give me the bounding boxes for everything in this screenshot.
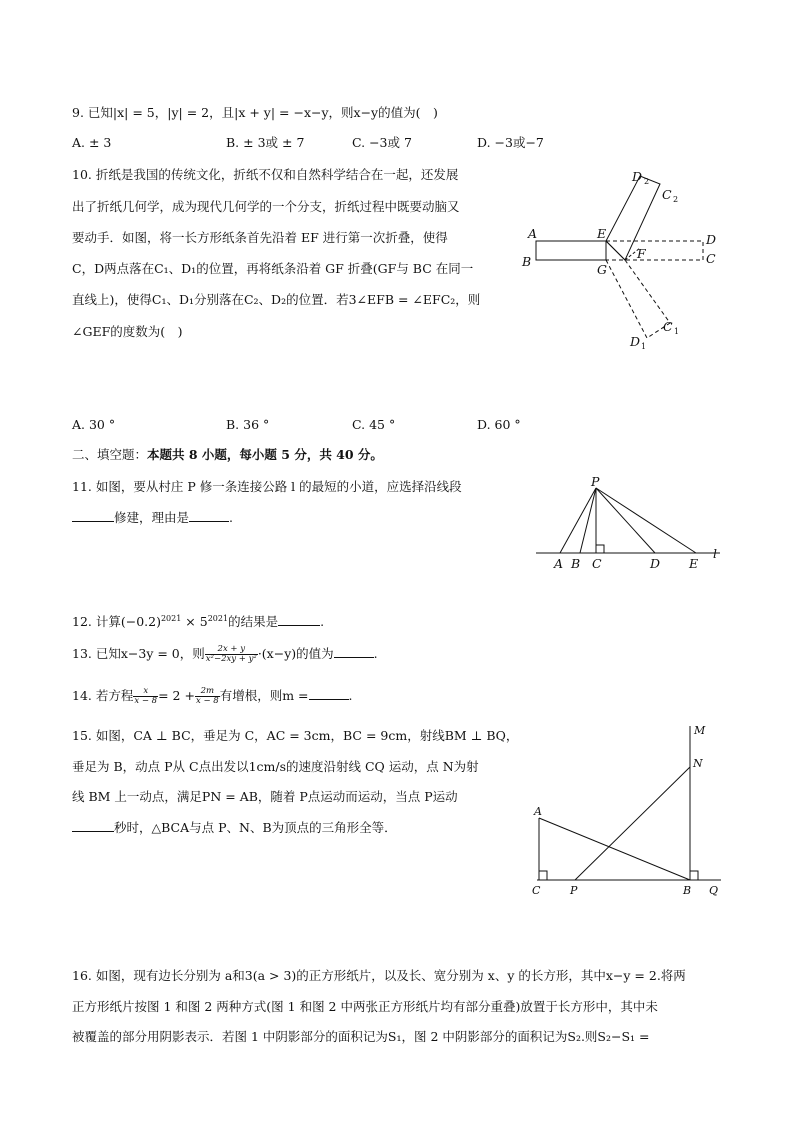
q15-line-3: 线 BM 上一动点，满足PN = AB，随着 P点运动而运动，当点 P运动 xyxy=(72,789,458,804)
q14-mid: = 2 + xyxy=(158,688,195,703)
q15-line-1: 15. 如图，CA ⊥ BC，垂足为 C，AC = 3cm，BC = 9cm，射线BM ⊥ BQ， xyxy=(72,728,519,743)
q12-suffix: 的结果是 xyxy=(228,614,279,630)
q9-option-c: C. −3或 7 xyxy=(352,135,412,150)
q11-label-l: l xyxy=(713,546,717,561)
q9-option-d: D. −3或−7 xyxy=(477,135,544,150)
q11-label-c: C xyxy=(592,556,602,571)
q10-fold-ef xyxy=(606,241,625,260)
q10-label-e: E xyxy=(597,226,607,241)
q13-line xyxy=(72,645,378,664)
q10-option-c: C. 45 ° xyxy=(352,417,396,432)
q10-strip-up xyxy=(606,176,660,260)
q11-label-p: P xyxy=(591,474,600,489)
q11-label-b: B xyxy=(571,556,581,571)
q10-strip-down xyxy=(606,260,670,338)
q10-label-a: A xyxy=(528,226,538,241)
q11-line-2 xyxy=(72,509,233,527)
q15-label-n: N xyxy=(693,757,703,770)
q16-line-2: 正方形纸片按图 1 和图 2 两种方式(图 1 和图 2 中两张正方形纸片均有部分重叠)放置于长方形中，其中未 xyxy=(72,999,658,1014)
q9-option-a: A. ± 3 xyxy=(72,135,112,150)
q11-blank-2[interactable] xyxy=(189,509,229,522)
q12-blank[interactable] xyxy=(278,613,320,626)
q10-line-3: 要动手．如图，将一长方形纸条首先沿着 EF 进行第一次折叠，使得 xyxy=(72,230,448,245)
q10-label-d2: D xyxy=(632,169,643,184)
q11-line-2-mid: 修建，理由是 xyxy=(114,510,190,525)
q15-label-b: B xyxy=(683,884,692,897)
q14-end: . xyxy=(348,688,353,703)
q15-right-angle-c xyxy=(539,871,547,880)
q13-denominator: x²−2xy + y² xyxy=(205,654,257,664)
q15-label-a: A xyxy=(534,805,542,818)
q10-folding-figure xyxy=(520,168,730,358)
q10-strip-left xyxy=(536,241,606,260)
q15-seg-ab xyxy=(539,818,690,880)
q12-mid: × 5 xyxy=(181,614,208,630)
section-heading-prefix: 二、填空题： xyxy=(72,447,148,462)
q12-end: . xyxy=(320,614,325,630)
q11-label-e: E xyxy=(689,556,699,571)
q15-label-p: P xyxy=(570,884,578,897)
q10-label-c1-sub: 1 xyxy=(674,327,680,336)
q16-line-1: 16. 如图，现有边长分别为 a和3(a > 3)的正方形纸片，以及长、宽分别为 x、y 的长方形，其中x−y = 2.将两 xyxy=(72,968,686,983)
q11-label-d: D xyxy=(650,556,661,571)
q10-label-f: F xyxy=(637,246,646,261)
q10-line-6: ∠GEF的度数为( ) xyxy=(72,324,183,339)
q12-line xyxy=(72,610,324,631)
q14-denominator-1: x − 8 xyxy=(134,696,158,706)
q15-line-4 xyxy=(72,819,397,837)
q14-numerator-2: 2m xyxy=(195,687,220,697)
q13-prefix: 13. 已知x−3y = 0，则 xyxy=(72,646,205,661)
q13-numerator: 2x + y xyxy=(205,645,258,655)
q12-exp-1: 2021 xyxy=(160,614,182,623)
q10-label-d1-sub: 1 xyxy=(641,342,647,351)
q11-seg-pa xyxy=(560,488,596,553)
q11-figure xyxy=(530,474,730,574)
q10-label-c2-sub: 2 xyxy=(673,195,679,204)
q14-blank[interactable] xyxy=(309,687,349,700)
q10-label-d1: D xyxy=(630,334,641,349)
q10-line-5: 直线上)，使得C₁、D₁分别落在C₂、D₂的位置．若3∠EFB = ∠EFC₂，则 xyxy=(72,292,481,307)
q13-blank[interactable] xyxy=(334,645,374,658)
section-heading xyxy=(72,446,383,464)
q10-option-b: B. 36 ° xyxy=(226,417,270,432)
q11-right-angle xyxy=(596,545,604,553)
q10-label-d: D xyxy=(706,232,717,247)
q11-line-1: 11. 如图，要从村庄 P 修一条连接公路 l 的最短的小道，应选择沿线段 xyxy=(72,479,462,494)
q15-blank[interactable] xyxy=(72,819,114,832)
q15-line-4-text: 秒时，△BCA与点 P、N、B为顶点的三角形全等． xyxy=(114,820,397,835)
q10-label-g: G xyxy=(597,262,607,277)
q12-prefix: 12. 计算(−0.2) xyxy=(72,614,161,630)
q10-label-c2: C xyxy=(662,187,672,202)
q13-suffix: ·(x−y)的值为 xyxy=(257,646,334,661)
q10-option-d: D. 60 ° xyxy=(477,417,521,432)
q10-option-a: A. 30 ° xyxy=(72,417,116,432)
q16-line-3: 被覆盖的部分用阴影表示．若图 1 中阴影部分的面积记为S₁，图 2 中阴影部分的面积记为S₂.则S₂−S₁ = xyxy=(72,1029,650,1044)
q14-fraction-2 xyxy=(195,687,220,706)
q11-line-2-end: . xyxy=(229,510,233,525)
q10-line-2: 出了折纸几何学，成为现代几何学的一个分支，折纸过程中既要动脑又 xyxy=(72,199,460,214)
q15-figure xyxy=(525,720,730,900)
q14-fraction-1 xyxy=(133,687,158,706)
q9-stem: 9. 已知|x| = 5，|y| = 2，且|x + y| = −x−y，则x−y的值为( ) xyxy=(72,105,438,120)
q9-option-b: B. ± 3或 ± 7 xyxy=(226,135,305,150)
q10-label-c1: C xyxy=(663,319,673,334)
q14-numerator-1: x xyxy=(133,687,158,697)
q14-prefix: 14. 若方程 xyxy=(72,688,134,703)
q11-seg-pb xyxy=(580,488,596,553)
q10-line-1: 10. 折纸是我国的传统文化，折纸不仅和自然科学结合在一起，还发展 xyxy=(72,167,459,182)
q10-strip-dashed-right xyxy=(606,241,703,260)
q10-label-d2-sub: 2 xyxy=(644,177,650,186)
q10-label-c: C xyxy=(706,251,716,266)
q12-exp-2: 2021 xyxy=(207,614,229,623)
q14-denominator-2: x − 8 xyxy=(195,696,219,706)
q14-line xyxy=(72,687,352,706)
q13-end: . xyxy=(373,646,378,661)
q11-label-a: A xyxy=(554,556,564,571)
q11-blank-1[interactable] xyxy=(72,509,114,522)
q15-right-angle-b xyxy=(690,871,698,880)
q14-suffix: 有增根，则m = xyxy=(219,688,309,703)
q10-line-4: C，D两点落在C₁、D₁的位置，再将纸条沿着 GF 折叠(GF与 BC 在同一 xyxy=(72,261,474,276)
q15-label-q: Q xyxy=(709,884,719,897)
q10-label-b: B xyxy=(522,254,532,269)
q15-label-m: M xyxy=(694,724,706,737)
q15-line-2: 垂足为 B，动点 P从 C点出发以1cm/s的速度沿射线 CQ 运动，点 N为射 xyxy=(72,759,479,774)
section-heading-bold: 本题共 8 小题，每小题 5 分，共 40 分。 xyxy=(147,447,383,462)
q13-fraction xyxy=(205,645,258,664)
q15-seg-pn xyxy=(575,767,690,880)
q15-label-c: C xyxy=(532,884,541,897)
